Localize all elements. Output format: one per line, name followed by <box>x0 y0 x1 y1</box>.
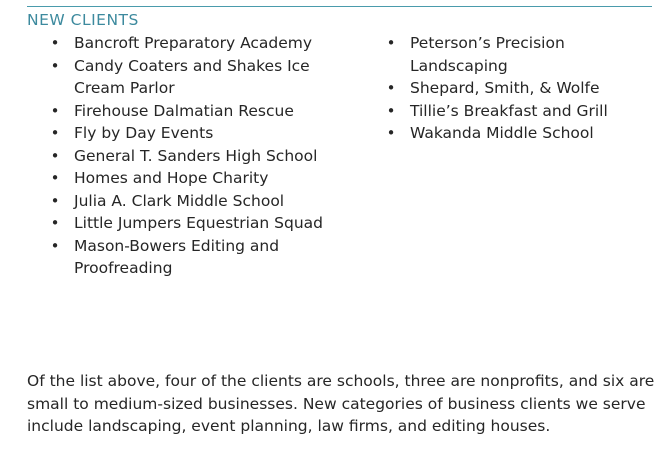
bullet-icon: • <box>50 146 60 165</box>
client-list-item <box>46 212 326 235</box>
client-list-item <box>46 235 326 280</box>
client-name: Julia A. Clark Middle School <box>74 191 285 210</box>
client-name: General T. Sanders High School <box>74 146 318 165</box>
bullet-icon: • <box>386 101 396 120</box>
client-name: Firehouse Dalmatian Rescue <box>74 101 294 120</box>
bullet-icon: • <box>50 214 60 232</box>
client-list-item <box>46 32 326 55</box>
client-list-item <box>46 167 326 190</box>
bullet-icon: • <box>386 124 396 142</box>
client-name: Bancroft Preparatory Academy <box>74 34 313 52</box>
client-name: Tillie’s Breakfast and Grill <box>410 101 608 120</box>
bullet-icon: • <box>50 124 60 142</box>
client-name: Candy Coaters and Shakes Ice Cream Parlor <box>74 56 310 97</box>
bullet-icon: • <box>50 101 60 120</box>
section-heading: NEW CLIENTS <box>27 11 139 29</box>
bullet-icon: • <box>50 236 60 255</box>
client-list-item <box>382 32 652 77</box>
bullet-icon: • <box>50 34 60 52</box>
client-name: Little Jumpers Equestrian Squad <box>74 214 324 232</box>
client-list-right-column <box>382 32 652 145</box>
client-list-item <box>46 145 326 168</box>
client-name: Fly by Day Events <box>74 124 214 142</box>
client-list-item <box>46 122 326 145</box>
client-list-item <box>382 122 652 145</box>
client-list-item <box>46 190 326 213</box>
client-name: Homes and Hope Charity <box>74 169 269 187</box>
client-name: Peterson’s Precision Landscaping <box>410 34 565 75</box>
client-list-item <box>382 77 652 100</box>
client-list-item <box>382 100 652 123</box>
bullet-icon: • <box>50 169 60 187</box>
top-rule <box>27 6 652 7</box>
client-name: Shepard, Smith, & Wolfe <box>410 79 600 97</box>
client-name: Wakanda Middle School <box>410 124 594 142</box>
bullet-icon: • <box>386 79 396 97</box>
bullet-icon: • <box>50 56 60 75</box>
client-list-left-column <box>46 32 326 280</box>
bullet-icon: • <box>386 34 396 52</box>
bullet-icon: • <box>50 191 60 210</box>
client-name: Mason-Bowers Editing and Proofreading <box>74 236 280 277</box>
client-list-item <box>46 100 326 123</box>
summary-paragraph: Of the list above, four of the clients are schools, three are nonprofits, and six are small to medium-sized businesses. New categories of business clients we serve include landscaping, event planning, law firms, and editing houses. <box>27 372 655 435</box>
client-list-item <box>46 55 326 100</box>
